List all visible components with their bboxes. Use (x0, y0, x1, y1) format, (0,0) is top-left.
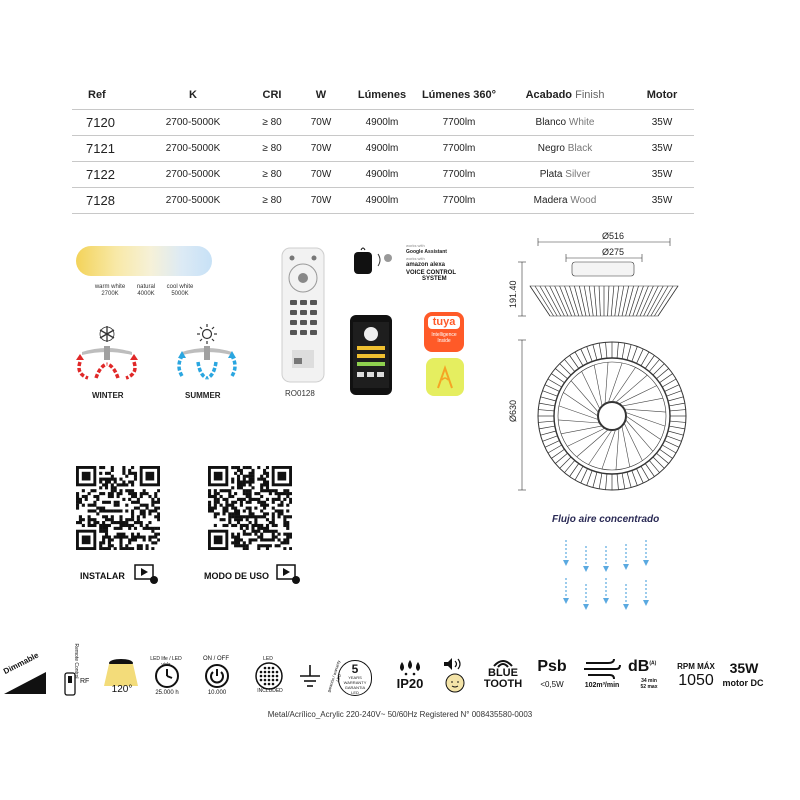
led-included-bottom: INCLUDED (257, 688, 283, 694)
video-play-icon[interactable] (134, 564, 160, 586)
voice-control-title: VOICE CONTROL (406, 270, 457, 276)
google-assistant-label: Google Assistant (406, 249, 447, 255)
db-min: 34 min (641, 678, 657, 684)
beam-angle-icon (104, 658, 138, 686)
warranty-line4: LED (351, 690, 359, 695)
cell-k: 2700-5000K (138, 109, 248, 135)
side-view-drawing (500, 232, 710, 342)
winter-label: WINTER (92, 391, 124, 400)
video-play-icon[interactable] (276, 564, 302, 586)
summer-label: SUMMER (185, 391, 221, 400)
remote-rf-line1: Remote Control (73, 643, 79, 679)
color-temp-bar (76, 246, 212, 276)
warm-white-label: warm white 2700K (94, 284, 126, 297)
power-icon (204, 663, 230, 689)
header-w: W (296, 82, 346, 109)
table-row (72, 161, 694, 187)
wind-icon (582, 657, 622, 681)
db-max: 52 max (640, 684, 658, 690)
dim-diameter: Ø630 (508, 399, 518, 422)
cell-w: 70W (296, 135, 346, 161)
ip-rating: IP20 (396, 676, 424, 691)
smart-speaker-icon (352, 244, 402, 276)
motor-power: 35W (729, 660, 759, 676)
header-lumens: Lúmenes (346, 82, 418, 109)
cell-lumens-360: 7700lm (418, 109, 500, 135)
google-small: works with (406, 243, 425, 248)
dim-top-width: Ø516 (602, 232, 625, 241)
warranty-word: YEARS (348, 675, 362, 680)
tuya-sub2: Inside (437, 338, 451, 344)
bluetooth-line2: TOOTH (483, 678, 523, 690)
cell-finish (500, 161, 630, 187)
cell-finish-es: Negro (537, 142, 565, 154)
cell-w: 70W (296, 109, 346, 135)
warranty-years: 5 (351, 662, 359, 676)
warranty-arc-text: garantía / warranty LED (326, 659, 342, 693)
airflow-title: Flujo aire concentrado (552, 514, 660, 525)
cell-finish-es: Madera (533, 194, 568, 206)
qr-code-install[interactable] (76, 466, 160, 550)
tuya-sub1: Intelligence (431, 332, 457, 338)
cell-finish (500, 109, 630, 135)
beam-angle-label: 120° (111, 684, 133, 695)
standby-power-title: Psb (537, 658, 567, 675)
cell-ref: 7122 (72, 161, 138, 187)
cell-motor: 35W (630, 109, 694, 135)
cell-w: 70W (296, 187, 346, 213)
spec-table (72, 82, 694, 214)
natural-label: natural 4000K (136, 284, 156, 297)
cell-finish (500, 135, 630, 161)
voice-control-subtitle: SYSTEM (422, 276, 447, 282)
cell-lumens: 4900lm (346, 161, 418, 187)
top-view-drawing (500, 338, 710, 498)
warranty-line3: GARANTIA (344, 685, 366, 690)
header-finish-es: Acabado (525, 89, 573, 102)
cell-ref: 7128 (72, 187, 138, 213)
warranty-line2: WARRANTY (343, 680, 367, 685)
usage-label: MODO DE USO (204, 571, 270, 581)
led-chip-icon (254, 661, 284, 691)
voice-control-block (406, 243, 476, 282)
cell-motor: 35W (630, 161, 694, 187)
cell-cri: ≥ 80 (248, 135, 296, 161)
qr-code-usage[interactable] (208, 466, 292, 550)
rpm-label: RPM MÁX (677, 662, 715, 671)
summer-mode-icon (172, 322, 242, 384)
header-ref: Ref (72, 82, 138, 109)
cell-lumens-360: 7700lm (418, 187, 500, 213)
footer-text: Metal/Acrílico_Acrylic 220-240V~ 50/60Hz Registered N° 008435580-0003 (267, 710, 533, 719)
cell-k: 2700-5000K (138, 187, 248, 213)
decibel-title (628, 658, 656, 676)
cell-lumens: 4900lm (346, 135, 418, 161)
cell-lumens: 4900lm (346, 109, 418, 135)
install-label: INSTALAR (80, 571, 125, 581)
smartphone-app-image (349, 314, 393, 396)
cell-finish-en: Wood (570, 194, 597, 206)
cell-lumens-360: 7700lm (418, 135, 500, 161)
table-row (72, 109, 694, 135)
airflow-value: 102m³/min (584, 682, 620, 689)
rpm-value: 1050 (678, 672, 714, 689)
header-finish-en: Finish (575, 89, 605, 102)
cell-motor: 35W (630, 187, 694, 213)
tuya-brand-text: tuya (428, 316, 460, 329)
cell-cri: ≥ 80 (248, 109, 296, 135)
cell-finish-en: Silver (565, 168, 591, 180)
standby-power-value: <0,5W (540, 680, 564, 689)
cell-cri: ≥ 80 (248, 187, 296, 213)
water-drops-icon (396, 660, 424, 676)
cell-finish-es: Plata (539, 168, 563, 180)
onoff-cycles: 10.000 (207, 690, 227, 696)
bluetooth-line1: BLUE (488, 667, 518, 679)
cell-w: 70W (296, 161, 346, 187)
dim-inner-width: Ø275 (602, 247, 625, 257)
app-logo-icon (426, 358, 464, 396)
alexa-small: works with (406, 256, 425, 261)
cell-motor: 35W (630, 135, 694, 161)
cell-finish-en: Black (567, 142, 593, 154)
motor-type: motor DC (722, 678, 764, 688)
cell-finish (500, 187, 630, 213)
cell-lumens-360: 7700lm (418, 161, 500, 187)
onoff-label: ON / OFF (203, 656, 229, 662)
led-included-top: LED (263, 656, 273, 662)
dimmable-label: Dimmable (2, 650, 41, 677)
table-header-row (72, 82, 694, 109)
cell-k: 2700-5000K (138, 161, 248, 187)
tuya-logo (424, 312, 464, 352)
cool-white-label: cool white 5000K (166, 284, 194, 297)
cell-finish-en: White (568, 116, 595, 128)
cell-ref: 7120 (72, 109, 138, 135)
cell-cri: ≥ 80 (248, 161, 296, 187)
table-row (72, 187, 694, 213)
remote-code-label: RO0128 (285, 389, 315, 398)
dim-height: 191.40 (508, 280, 518, 308)
ground-icon (298, 664, 322, 690)
quiet-sleep-icon (440, 656, 470, 694)
table-row (72, 135, 694, 161)
led-life-label: LED life / LED vida (150, 656, 182, 668)
header-k: K (138, 82, 248, 109)
winter-mode-icon (72, 322, 142, 384)
cell-ref: 7121 (72, 135, 138, 161)
header-finish (500, 82, 630, 109)
led-life-hours: 25.000 h (155, 690, 179, 696)
header-lumens-360: Lúmenes 360° (418, 82, 500, 109)
header-cri: CRI (248, 82, 296, 109)
cell-finish-es: Blanco (535, 116, 567, 128)
clock-icon (154, 663, 180, 689)
db-text: dB (628, 658, 650, 675)
header-motor: Motor (630, 82, 694, 109)
remote-rf-line2: RF (80, 678, 90, 685)
amazon-alexa-label: amazon alexa (406, 262, 446, 268)
db-super: (A) (649, 660, 657, 667)
cell-k: 2700-5000K (138, 135, 248, 161)
cell-lumens: 4900lm (346, 187, 418, 213)
airflow-arrows (556, 536, 656, 612)
remote-control-image (278, 246, 328, 384)
